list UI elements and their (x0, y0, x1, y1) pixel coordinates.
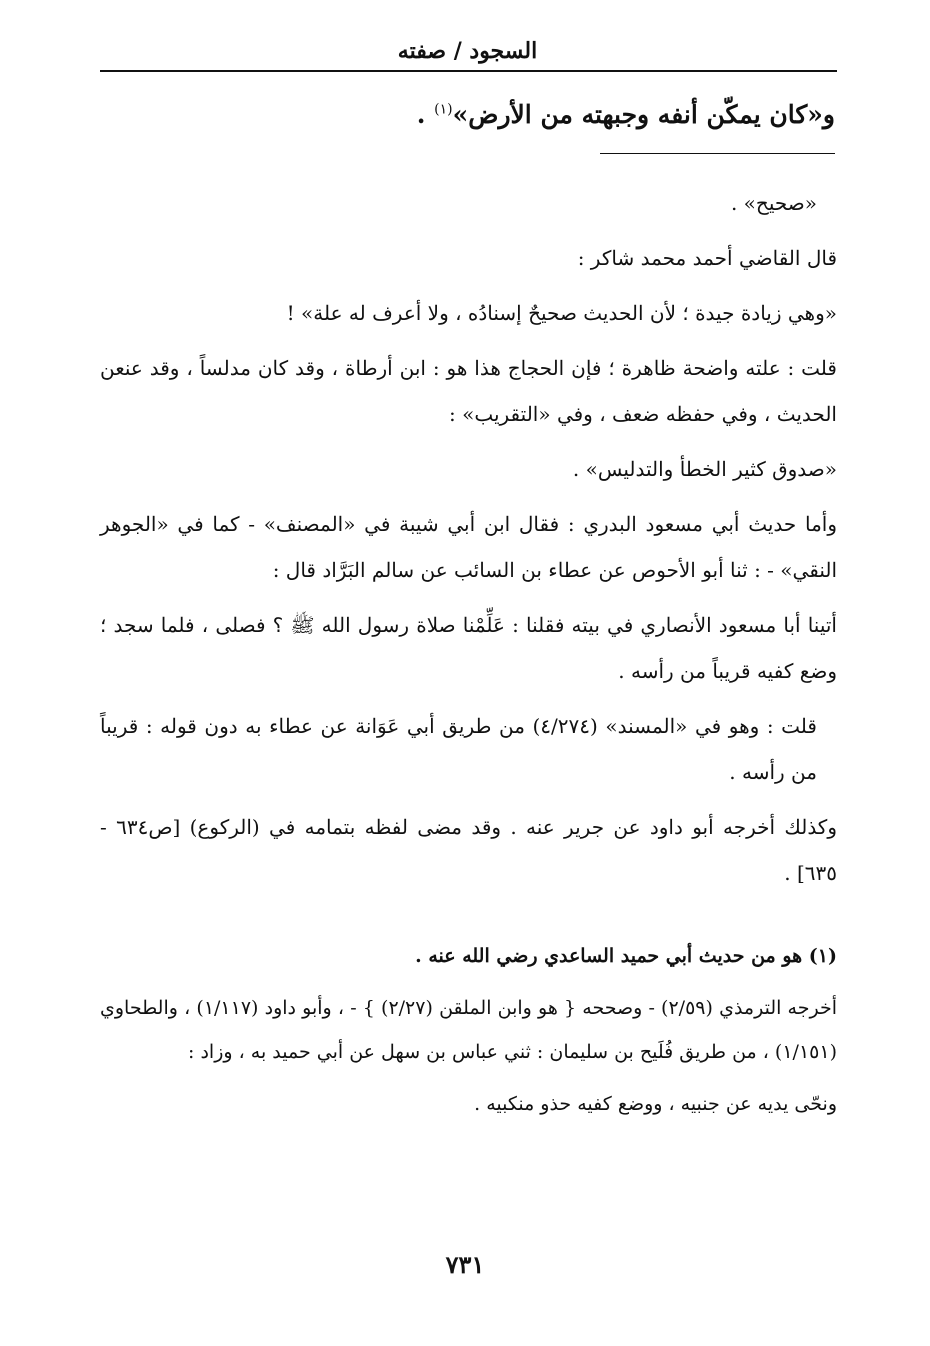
commentary-body (100, 180, 837, 896)
lead-underline-rule (600, 153, 835, 154)
header-rule (100, 70, 837, 72)
hadith-lead-end: . (416, 100, 435, 129)
running-header: السجود / صفته (397, 38, 538, 64)
body-paragraph: «صدوق كثير الخطأ والتدليس» . (572, 457, 837, 481)
body-paragraph: «صحيح» . (730, 191, 817, 215)
footnote-heading: (١) هو من حديث أبي حميد الساعدي رضي الله عنه . (415, 945, 837, 967)
footnote-paragraph: ونحّى يديه عن جنبيه ، ووضع كفيه حذو منكبيه . (474, 1093, 837, 1115)
body-paragraph: قلت : وهو في «المسند» (٤/٢٧٤) من طريق أبي عَوَانة عن عطاء به دون قوله : قريباً من رأسه . (100, 714, 817, 784)
body-paragraph: قلت : علته واضحة ظاهرة ؛ فإن الحجاج هذا هو : ابن أرطاة ، وقد كان مدلساً ، وقد عنعن الحديث ، وفي حفظه ضعف ، وفي «التقريب» : (100, 356, 837, 426)
hadith-lead-text: و«كان يمكّن أنفه وجبهته من الأرض» (452, 100, 835, 129)
footnote-paragraph: أخرجه الترمذي (٢/٥٩) - وصححه { هو وابن الملقن (٢/٢٧) } - ، وأبو داود (١/١١٧) ، والطحاوي (١/١٥١) ، من طريق فُلَيح بن سليمان : ثني عباس بن سهل عن أبي حميد به ، وزاد : (100, 997, 837, 1063)
hadith-lead-line (100, 100, 835, 129)
body-paragraph: «وهي زيادة جيدة ؛ لأن الحديث صحيحٌ إسنادُه ، ولا أعرف له علة» ! (286, 301, 837, 325)
footnotes-section (100, 934, 837, 1126)
body-paragraph: وأما حديث أبي مسعود البدري : فقال ابن أبي شيبة في «المصنف» - كما في «الجوهر النقي» - : ثنا أبو الأحوص عن عطاء بن السائب عن سالم البَرَّاد قال : (100, 512, 837, 582)
body-paragraph: قال القاضي أحمد محمد شاكر : (577, 246, 837, 270)
page-number: ٧٣١ (445, 1250, 485, 1279)
body-paragraph: أتينا أبا مسعود الأنصاري في بيته فقلنا : عَلِّمْنا صلاة رسول الله ﷺ ؟ فصلى ، فلما سجد ؛ وضع كفيه قريباً من رأسه . (100, 613, 837, 683)
body-paragraph: وكذلك أخرجه أبو داود عن جرير عنه . وقد مضى لفظه بتمامه في (الركوع) [ص٦٣٤ - ٦٣٥] . (100, 815, 837, 885)
footnote-marker: (١) (434, 101, 453, 118)
